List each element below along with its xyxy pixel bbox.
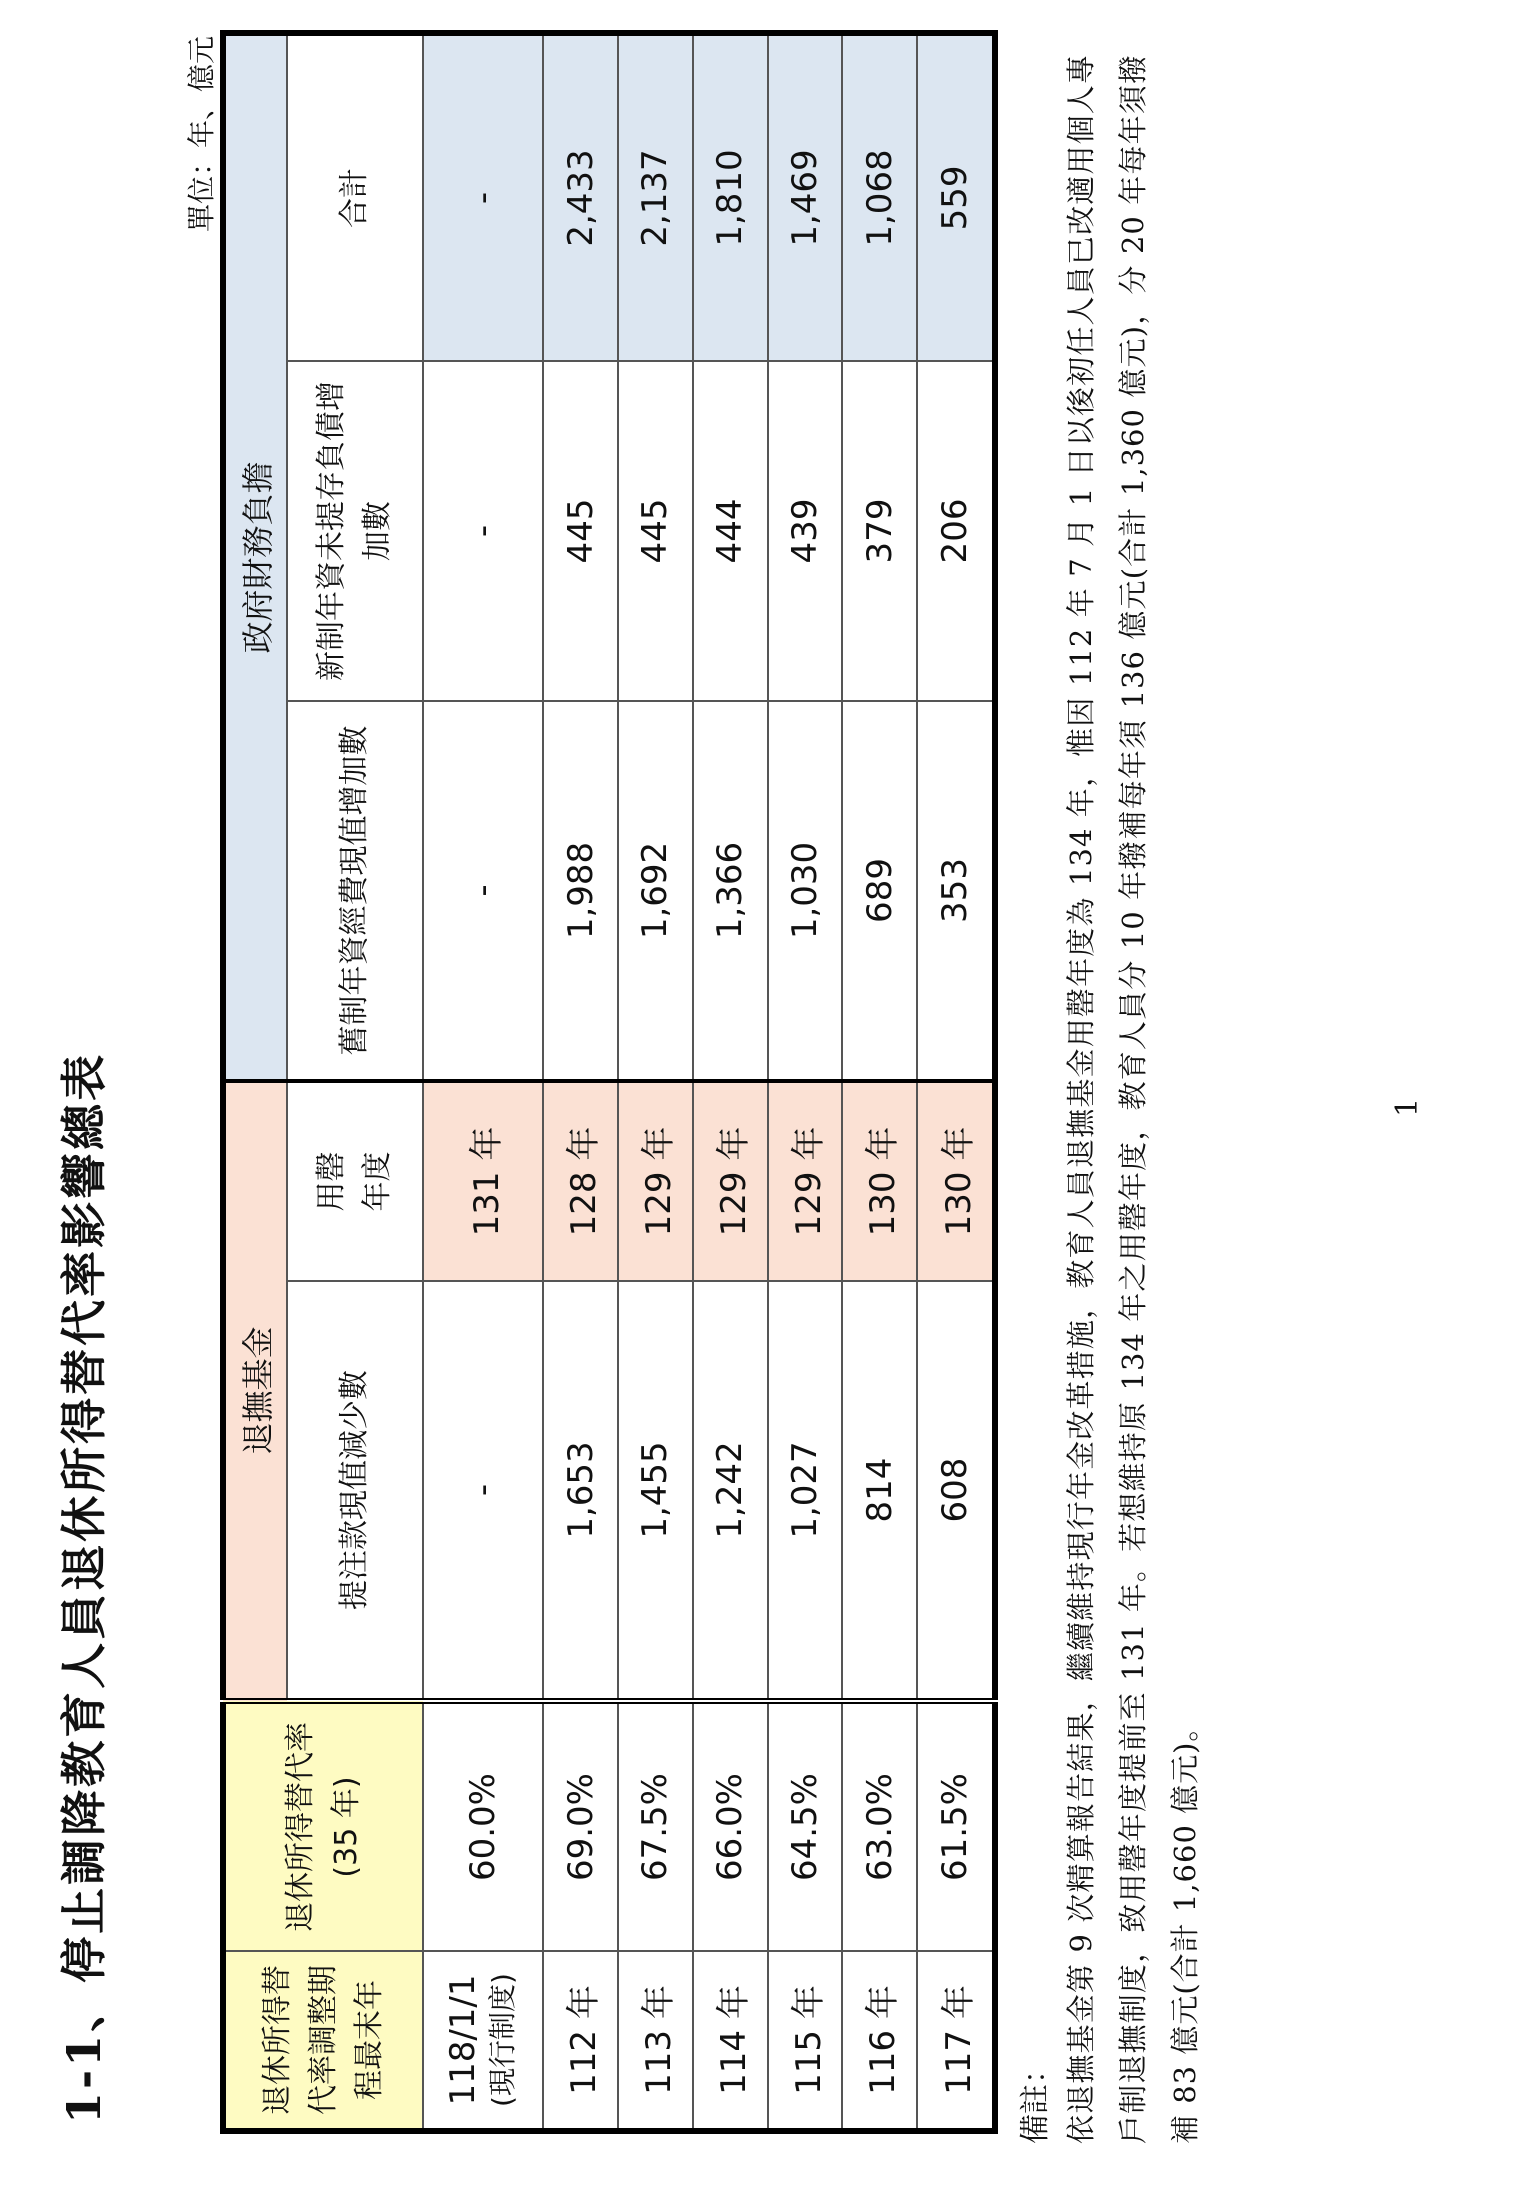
header-replacement-rate-line1: 退休所得替代率: [283, 1722, 318, 1932]
cell-total: 559: [917, 33, 995, 361]
cell-year: 117 年: [917, 1951, 995, 2131]
cell-new-system: 445: [543, 361, 618, 701]
header-total: 合計: [287, 33, 423, 361]
cell-rate: 61.5%: [917, 1701, 995, 1951]
header-replacement-rate: [223, 1701, 423, 1951]
cell-rate: 64.5%: [768, 1701, 843, 1951]
cell-total: 2,433: [543, 33, 618, 361]
header-replacement-rate-line2: (35 年): [329, 1776, 364, 1878]
group-header-government-burden: 政府財務負擔: [223, 33, 287, 1081]
cell-rate: 66.0%: [693, 1701, 768, 1951]
note-text: 依退撫基金第 9 次精算報告結果，繼續維持現行年金改革措施，教育人員退撫基金用罄年度為 134 年，惟因 112 年 7 月 1 日以後初任人員已改適用個人專戶制退撫制度，致用罄年度提前至 131 年。若想維持原 134 年之用罄年度，教育人員分 10 年撥補每年須 136 億元(合計 1,360 億元)，分 20 年每年須撥補 83 億元(合計 1,660 億元)。: [1064, 54, 1202, 2144]
table-row: [768, 33, 843, 2131]
cell-reduction: 814: [842, 1281, 917, 1701]
cell-year: 112 年: [543, 1951, 618, 2131]
unit-label: 單位：年、億元: [185, 36, 218, 233]
cell-reduction: -: [423, 1281, 543, 1701]
header-adjust-year: 退休所得替代率調整期程最末年: [223, 1951, 423, 2131]
table-row: [423, 33, 543, 2131]
cell-old-system: 353: [917, 701, 995, 1081]
header-depletion-year-line2: 年度: [360, 1151, 395, 1212]
cell-reduction: 1,242: [693, 1281, 768, 1701]
cell-old-system: 1,692: [618, 701, 693, 1081]
cell-total: -: [423, 33, 543, 361]
cell-depletion: 129 年: [618, 1081, 693, 1281]
cell-total: 1,068: [842, 33, 917, 361]
group-header-pension-fund: 退撫基金: [223, 1081, 287, 1701]
cell-reduction: 1,653: [543, 1281, 618, 1701]
header-contribution-reduction: 提注款現值減少數: [287, 1281, 423, 1701]
cell-new-system: 206: [917, 361, 995, 701]
table-row: [842, 33, 917, 2131]
cell-rate: 67.5%: [618, 1701, 693, 1951]
header-new-system-increase: 新制年資未提存負債增加數: [287, 361, 423, 701]
cell-new-system: 444: [693, 361, 768, 701]
header-depletion-year-line1: 用罄: [314, 1151, 349, 1212]
table-row: [543, 33, 618, 2131]
page-number: 1: [1390, 1097, 1425, 1117]
table-row: [693, 33, 768, 2131]
cell-depletion: 129 年: [768, 1081, 843, 1281]
cell-new-system: 439: [768, 361, 843, 701]
cell-rate: 69.0%: [543, 1701, 618, 1951]
cell-year: [423, 1951, 543, 2131]
cell-year: 113 年: [618, 1951, 693, 2131]
cell-depletion: 131 年: [423, 1081, 543, 1281]
cell-reduction: 608: [917, 1281, 995, 1701]
header-depletion-year: [287, 1081, 423, 1281]
cell-old-system: 1,988: [543, 701, 618, 1081]
page-title: 1-1、停止調降教育人員退休所得替代率影響總表: [57, 1051, 111, 2124]
cell-new-system: 379: [842, 361, 917, 701]
cell-depletion: 130 年: [917, 1081, 995, 1281]
cell-rate: 60.0%: [423, 1701, 543, 1951]
table-row: [618, 33, 693, 2131]
cell-year-sub: (現行制度): [486, 1973, 520, 2107]
cell-old-system: 1,366: [693, 701, 768, 1081]
cell-year: 114 年: [693, 1951, 768, 2131]
cell-depletion: 129 年: [693, 1081, 768, 1281]
impact-table: [220, 30, 998, 2134]
cell-reduction: 1,027: [768, 1281, 843, 1701]
cell-old-system: 1,030: [768, 701, 843, 1081]
header-old-system-increase: 舊制年資經費現值增加數: [287, 701, 423, 1081]
cell-total: 1,469: [768, 33, 843, 361]
cell-year: 116 年: [842, 1951, 917, 2131]
cell-depletion: 130 年: [842, 1081, 917, 1281]
cell-total: 1,810: [693, 33, 768, 361]
cell-depletion: 128 年: [543, 1081, 618, 1281]
cell-reduction: 1,455: [618, 1281, 693, 1701]
cell-new-system: 445: [618, 361, 693, 701]
table-row: [917, 33, 995, 2131]
cell-old-system: -: [423, 701, 543, 1081]
cell-new-system: -: [423, 361, 543, 701]
cell-year-text: 118/1/1: [443, 1974, 484, 2106]
cell-rate: 63.0%: [842, 1701, 917, 1951]
note-label: 備註：: [1018, 2054, 1053, 2144]
cell-old-system: 689: [842, 701, 917, 1081]
cell-total: 2,137: [618, 33, 693, 361]
cell-year: 115 年: [768, 1951, 843, 2131]
